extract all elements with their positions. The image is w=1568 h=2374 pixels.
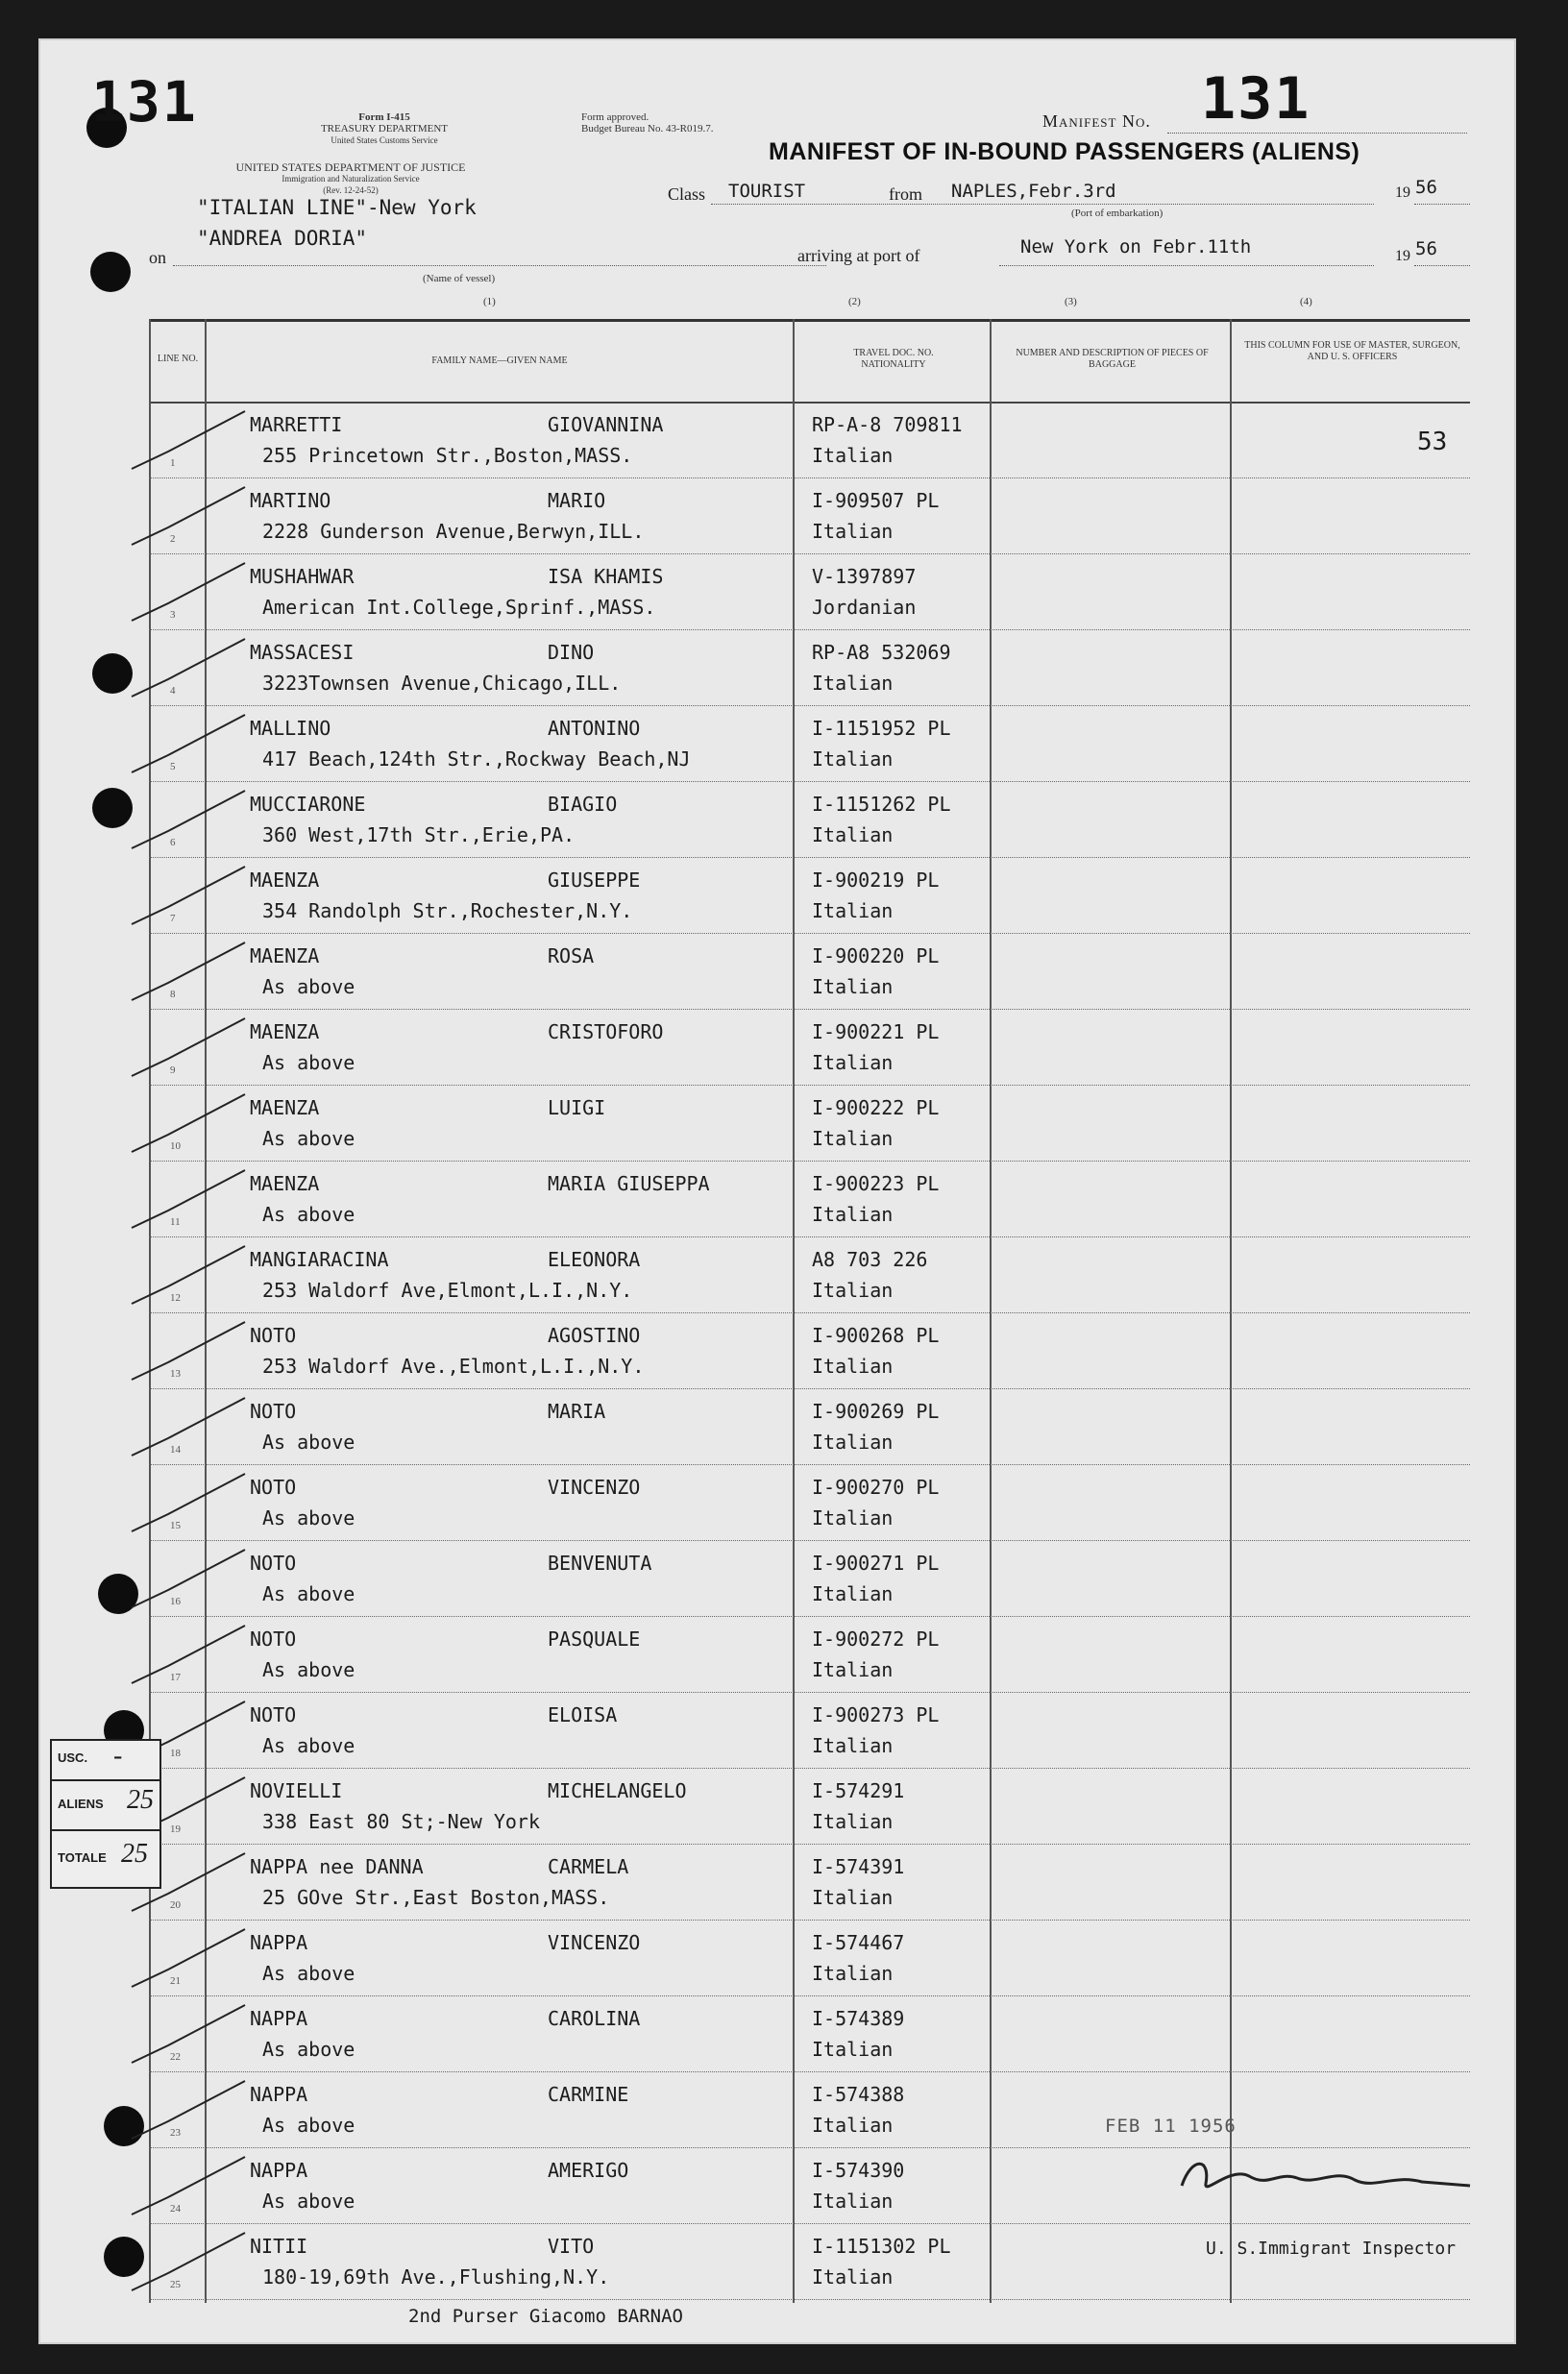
given-name: BIAGIO [548, 793, 618, 816]
check-mark-icon [130, 485, 264, 552]
check-mark-icon [130, 1168, 264, 1236]
travel-doc-number: I-900268 PL [812, 1324, 940, 1347]
nationality: Italian [812, 2038, 894, 2061]
given-name: CRISTOFORO [548, 1020, 664, 1043]
table-row [149, 1995, 1470, 2071]
line-number: 9 [170, 1065, 176, 1076]
address: American Int.College,Sprinf.,MASS. [262, 596, 656, 619]
passenger-table [149, 319, 1470, 2303]
address: As above [262, 1582, 355, 1605]
tally-aliens [50, 1779, 161, 1831]
given-name: VINCENZO [548, 1476, 641, 1499]
travel-doc-number: I-1151302 PL [812, 2235, 951, 2258]
family-name: NAPPA [250, 2159, 308, 2182]
nationality: Italian [812, 1810, 894, 1833]
col-header-line-no: LINE NO. [157, 354, 199, 364]
travel-doc-number: I-574389 [812, 2007, 905, 2030]
travel-doc-number: V-1397897 [812, 565, 917, 588]
nationality: Italian [812, 823, 894, 846]
travel-doc-number: I-900270 PL [812, 1476, 940, 1499]
line-number: 4 [170, 685, 176, 697]
revision-date: (Rev. 12-24-52) [323, 185, 379, 195]
family-name: MAENZA [250, 944, 320, 967]
nationality: Italian [812, 1127, 894, 1150]
nationality: Italian [812, 1506, 894, 1530]
nationality: Italian [812, 2114, 894, 2137]
given-name: BENVENUTA [548, 1552, 652, 1575]
treasury-dept: TREASURY DEPARTMENT [320, 123, 449, 135]
check-mark-icon [130, 865, 264, 932]
justice-dept: UNITED STATES DEPARTMENT OF JUSTICE [235, 160, 466, 174]
address: As above [262, 2190, 355, 2213]
year-line-2 [1414, 265, 1470, 266]
col-header-officers: THIS COLUMN FOR USE OF MASTER, SURGEON, AND U. S. OFFICERS [1244, 340, 1460, 362]
travel-doc-number: RP-A8 532069 [812, 641, 951, 664]
col-num-2: (2) [848, 296, 861, 307]
customs-service: United States Customs Service [331, 135, 438, 145]
travel-doc-number: I-900271 PL [812, 1552, 940, 1575]
check-mark-icon [130, 2079, 264, 2146]
address: As above [262, 1734, 355, 1757]
year-2: 56 [1415, 238, 1437, 259]
inspector-signature-icon [1172, 2147, 1480, 2205]
line-number: 2 [170, 533, 176, 545]
travel-doc-number: I-900219 PL [812, 869, 940, 892]
on-label: on [149, 248, 166, 267]
line-number: 19 [170, 1823, 181, 1835]
family-name: NOTO [250, 1324, 297, 1347]
nationality: Italian [812, 1582, 894, 1605]
nationality: Italian [812, 975, 894, 998]
travel-doc-number: I-900220 PL [812, 944, 940, 967]
family-name: MUSHAHWAR [250, 565, 355, 588]
nationality: Italian [812, 520, 894, 543]
family-name: NOVIELLI [250, 1779, 343, 1802]
line-number: 8 [170, 989, 176, 1000]
line-number: 15 [170, 1520, 181, 1531]
check-mark-icon [130, 561, 264, 628]
col-header-doc: TRAVEL DOC. NO. NATIONALITY [853, 348, 934, 370]
justice-dept-block [149, 161, 552, 196]
punch-hole [90, 252, 131, 292]
table-row [149, 857, 1470, 933]
address: 3223Townsen Avenue,Chicago,ILL. [262, 672, 622, 695]
year-1: 56 [1415, 177, 1437, 198]
given-name: ELEONORA [548, 1248, 641, 1271]
travel-doc-number: RP-A-8 709811 [812, 413, 963, 436]
ins-label: Immigration and Naturalization Service [282, 174, 420, 184]
given-name: MARIO [548, 489, 606, 512]
arrival-date-stamp: FEB 11 1956 [1105, 2116, 1237, 2137]
line-number: 17 [170, 1672, 181, 1683]
family-name: NAPPA [250, 2083, 308, 2106]
nationality: Italian [812, 2190, 894, 2213]
nationality: Italian [812, 2265, 894, 2288]
form-approved [581, 111, 713, 135]
travel-doc-number: I-574467 [812, 1931, 905, 1954]
line-number: 25 [170, 2279, 181, 2290]
nationality: Italian [812, 1734, 894, 1757]
nationality: Italian [812, 1658, 894, 1681]
tally-usc-value: - [113, 1741, 123, 1771]
given-name: LUIGI [548, 1096, 606, 1119]
address: As above [262, 1658, 355, 1681]
travel-doc-number: I-574391 [812, 1855, 905, 1878]
travel-doc-number: I-574390 [812, 2159, 905, 2182]
family-name: MARRETTI [250, 413, 343, 436]
travel-doc-number: I-900221 PL [812, 1020, 940, 1043]
tally-usc-label: USC. [58, 1750, 88, 1765]
given-name: VITO [548, 2235, 595, 2258]
given-name: DINO [548, 641, 595, 664]
table-row [149, 1844, 1470, 1920]
given-name: GIUSEPPE [548, 869, 641, 892]
check-mark-icon [130, 713, 264, 780]
check-mark-icon [130, 637, 264, 704]
vessel-name: "ANDREA DORIA" [197, 227, 368, 250]
line-number: 11 [170, 1216, 181, 1228]
family-name: NOTO [250, 1703, 297, 1726]
address: As above [262, 2114, 355, 2137]
family-name: MAENZA [250, 869, 320, 892]
table-row [149, 1540, 1470, 1616]
table-row [149, 1768, 1470, 1844]
given-name: AGOSTINO [548, 1324, 641, 1347]
tally-totale-label: TOTALE [58, 1850, 107, 1865]
vessel-field-line [173, 265, 826, 266]
given-name: ELOISA [548, 1703, 618, 1726]
address: 253 Waldorf Ave,Elmont,L.I.,N.Y. [262, 1279, 633, 1302]
check-mark-icon [130, 941, 264, 1008]
nationality: Italian [812, 1203, 894, 1226]
manifest-title: MANIFEST OF IN-BOUND PASSENGERS (ALIENS) [769, 138, 1360, 165]
check-mark-icon [130, 2155, 264, 2222]
name-of-vessel-label: (Name of vessel) [423, 273, 496, 284]
class-from-line [711, 204, 1374, 205]
family-name: MASSACESI [250, 641, 355, 664]
check-mark-icon [130, 2003, 264, 2070]
table-row [149, 705, 1470, 781]
check-mark-icon [130, 1320, 264, 1387]
check-mark-icon [130, 1092, 264, 1160]
nationality: Italian [812, 1886, 894, 1909]
table-row [149, 1616, 1470, 1692]
address: 2228 Gunderson Avenue,Berwyn,ILL. [262, 520, 645, 543]
nationality: Italian [812, 1279, 894, 1302]
table-row [149, 2223, 1470, 2299]
given-name: MICHELANGELO [548, 1779, 687, 1802]
travel-doc-number: I-909507 PL [812, 489, 940, 512]
line-number: 5 [170, 761, 176, 772]
from-label: from [889, 184, 922, 204]
manifest-no-line [1167, 133, 1467, 134]
nationality: Italian [812, 1431, 894, 1454]
check-mark-icon [130, 789, 264, 856]
table-row [149, 402, 1470, 477]
check-mark-icon [130, 1548, 264, 1615]
line-name: "ITALIAN LINE"-New York [197, 196, 477, 219]
line-number: 22 [170, 2051, 181, 2063]
check-mark-icon [130, 2231, 264, 2298]
punch-hole [92, 653, 133, 694]
line-number: 6 [170, 837, 176, 848]
port-embarkation-label: (Port of embarkation) [1071, 208, 1164, 219]
address: As above [262, 1506, 355, 1530]
address: As above [262, 1431, 355, 1454]
travel-doc-number: I-900269 PL [812, 1400, 940, 1423]
line-number: 1 [170, 457, 176, 469]
arriving-value: New York on Febr.11th [1020, 236, 1252, 257]
col-header-name: FAMILY NAME—GIVEN NAME [431, 355, 568, 366]
handwritten-page-number: 131 [91, 69, 198, 135]
table-row [149, 1388, 1470, 1464]
family-name: NAPPA [250, 2007, 308, 2030]
nationality: Italian [812, 1051, 894, 1074]
address: 255 Princetown Str.,Boston,MASS. [262, 444, 633, 467]
table-row [149, 553, 1470, 629]
address: As above [262, 975, 355, 998]
nationality: Italian [812, 1962, 894, 1985]
punch-hole [92, 788, 133, 828]
family-name: NITII [250, 2235, 308, 2258]
given-name: VINCENZO [548, 1931, 641, 1954]
manifest-no-label: Manifest No. [1042, 111, 1151, 131]
address: 180-19,69th Ave.,Flushing,N.Y. [262, 2265, 610, 2288]
address: 25 GOve Str.,East Boston,MASS. [262, 1886, 610, 1909]
travel-doc-number: I-574388 [812, 2083, 905, 2106]
line-number: 10 [170, 1140, 181, 1152]
check-mark-icon [130, 1396, 264, 1463]
from-value: NAPLES,Febr.3rd [951, 181, 1116, 202]
given-name: MARIA GIUSEPPA [548, 1172, 710, 1195]
table-row [149, 1692, 1470, 1768]
address: As above [262, 1203, 355, 1226]
travel-doc-number: I-1151262 PL [812, 793, 951, 816]
given-name: ANTONINO [548, 717, 641, 740]
address: As above [262, 2038, 355, 2061]
check-mark-icon [130, 1244, 264, 1311]
tally-aliens-value: 25 [127, 1785, 154, 1815]
table-row [149, 1161, 1470, 1236]
table-top-border [149, 319, 1470, 322]
year-prefix-1: 19 [1395, 184, 1410, 201]
line-number: 24 [170, 2203, 181, 2215]
line-number: 14 [170, 1444, 181, 1456]
table-row [149, 477, 1470, 553]
travel-doc-number: I-900272 PL [812, 1628, 940, 1651]
table-row [149, 1236, 1470, 1312]
year-prefix-2: 19 [1395, 248, 1410, 264]
address: As above [262, 1127, 355, 1150]
purser-signature: 2nd Purser Giacomo BARNAO [408, 2306, 683, 2327]
arriving-label: arriving at port of [797, 246, 920, 265]
address: 360 West,17th Str.,Erie,PA. [262, 823, 576, 846]
given-name: PASQUALE [548, 1628, 641, 1651]
family-name: MUCCIARONE [250, 793, 366, 816]
budget-bureau: Budget Bureau No. 43-R019.7. [581, 123, 714, 135]
col-num-4: (4) [1300, 296, 1312, 307]
travel-doc-number: I-1151952 PL [812, 717, 951, 740]
tally-usc [50, 1739, 161, 1781]
travel-doc-number: I-574291 [812, 1779, 905, 1802]
travel-doc-number: I-900222 PL [812, 1096, 940, 1119]
nationality: Italian [812, 1355, 894, 1378]
family-name: MALLINO [250, 717, 331, 740]
col-header-baggage: NUMBER AND DESCRIPTION OF PIECES OF BAGGAGE [1016, 348, 1209, 370]
form-approved-text: Form approved. [581, 111, 649, 123]
given-name: ROSA [548, 944, 595, 967]
class-label: Class [668, 184, 706, 204]
table-row [149, 1312, 1470, 1388]
table-row [149, 781, 1470, 857]
manifest-sheet [38, 38, 1516, 2344]
year-line-1 [1414, 204, 1470, 205]
table-row [149, 2071, 1470, 2147]
address: 354 Randolph Str.,Rochester,N.Y. [262, 899, 633, 922]
family-name: NAPPA [250, 1931, 308, 1954]
col-num-1: (1) [483, 296, 496, 307]
line-number: 23 [170, 2127, 181, 2139]
table-row [149, 1920, 1470, 1995]
address: 338 East 80 St;-New York [262, 1810, 540, 1833]
family-name: MAENZA [250, 1020, 320, 1043]
given-name: CARMELA [548, 1855, 629, 1878]
nationality: Italian [812, 672, 894, 695]
given-name: AMERIGO [548, 2159, 629, 2182]
check-mark-icon [130, 1016, 264, 1084]
line-number: 21 [170, 1975, 181, 1987]
family-name: MAENZA [250, 1172, 320, 1195]
family-name: MANGIARACINA [250, 1248, 389, 1271]
family-name: NAPPA nee DANNA [250, 1855, 424, 1878]
address: As above [262, 1051, 355, 1074]
travel-doc-number: A8 703 226 [812, 1248, 928, 1271]
row-divider [149, 2299, 1470, 2300]
family-name: MAENZA [250, 1096, 320, 1119]
tally-totale-value: 25 [121, 1839, 148, 1869]
table-row [149, 1085, 1470, 1161]
arriving-line [999, 265, 1374, 266]
address: 253 Waldorf Ave.,Elmont,L.I.,N.Y. [262, 1355, 645, 1378]
given-name: GIOVANNINA [548, 413, 664, 436]
given-name: CAROLINA [548, 2007, 641, 2030]
line-number: 20 [170, 1899, 181, 1911]
given-name: MARIA [548, 1400, 606, 1423]
table-row [149, 1464, 1470, 1540]
line-number: 12 [170, 1292, 181, 1304]
family-name: MARTINO [250, 489, 331, 512]
family-name: NOTO [250, 1476, 297, 1499]
line-number: 16 [170, 1596, 181, 1607]
line-number: 7 [170, 913, 176, 924]
family-name: NOTO [250, 1628, 297, 1651]
manifest-number: 131 [1201, 65, 1311, 133]
line-number: 3 [170, 609, 176, 621]
travel-doc-number: I-900273 PL [812, 1703, 940, 1726]
travel-doc-number: I-900223 PL [812, 1172, 940, 1195]
nationality: Italian [812, 444, 894, 467]
officer-note: 53 [1417, 428, 1448, 456]
given-name: CARMINE [548, 2083, 629, 2106]
nationality: Jordanian [812, 596, 917, 619]
check-mark-icon [130, 409, 264, 477]
nationality: Italian [812, 899, 894, 922]
given-name: ISA KHAMIS [548, 565, 664, 588]
family-name: NOTO [250, 1400, 297, 1423]
nationality: Italian [812, 747, 894, 771]
table-row [149, 629, 1470, 705]
form-number: Form I-415 [358, 111, 410, 123]
check-mark-icon [130, 1927, 264, 1995]
family-name: NOTO [250, 1552, 297, 1575]
tally-aliens-label: ALIENS [58, 1797, 104, 1811]
inspector-title: U. S.Immigrant Inspector [1206, 2239, 1457, 2259]
col-num-3: (3) [1065, 296, 1077, 307]
tally-totale [50, 1829, 161, 1889]
table-row [149, 1009, 1470, 1085]
address: 417 Beach,124th Str.,Rockway Beach,NJ [262, 747, 691, 771]
check-mark-icon [130, 1624, 264, 1691]
check-mark-icon [130, 1472, 264, 1539]
address: As above [262, 1962, 355, 1985]
line-number: 18 [170, 1748, 181, 1759]
class-value: TOURIST [728, 181, 806, 202]
form-info [298, 111, 471, 146]
table-row [149, 933, 1470, 1009]
line-number: 13 [170, 1368, 181, 1380]
